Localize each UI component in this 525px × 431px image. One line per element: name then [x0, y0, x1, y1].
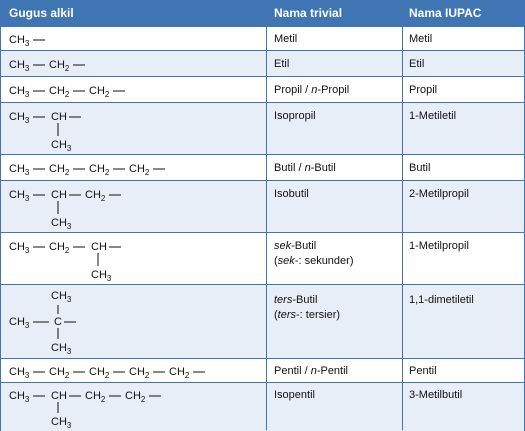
group-c: C: [54, 316, 62, 328]
table-row: [1, 102, 524, 155]
iupac-name: Propil: [409, 84, 438, 96]
iupac-name: 2-Metilpropil: [409, 188, 469, 200]
group-ch: CH: [51, 111, 67, 123]
group-ch2: $CH_2$: [49, 59, 70, 73]
table-header: [1, 1, 524, 26]
structural-formula: [1, 77, 261, 103]
trivial-name: Butil / n-Butil: [274, 162, 336, 174]
trivial-name: ters-Butil: [274, 294, 318, 306]
iupac-name: 1-Metilpropil: [409, 240, 469, 252]
group-ch3: $CH_3$: [9, 241, 30, 255]
group-ch3: $CH_3$: [9, 59, 30, 73]
structural-formula: [1, 103, 261, 155]
group-ch3: $CH_3$: [51, 416, 72, 430]
trivial-name: Pentil / n-Pentil: [274, 365, 348, 377]
trivial-name: sek-Butil: [274, 240, 317, 252]
group-ch: CH: [51, 390, 67, 402]
iupac-name: Etil: [409, 58, 425, 70]
iupac-name: 1-Metiletil: [409, 110, 457, 122]
trivial-name: Isopentil: [274, 389, 315, 401]
group-ch3: $CH_3$: [51, 217, 72, 231]
structural-formula: [1, 51, 261, 77]
table-row: [1, 180, 524, 233]
structural-formula: [1, 285, 261, 359]
group-ch3: $CH_3$: [51, 139, 72, 153]
group-ch3: $CH_3$: [9, 316, 30, 330]
iupac-name: Pentil: [409, 365, 437, 377]
column-divider: [266, 26, 267, 430]
trivial-name-note: (sek-: sekunder): [274, 255, 354, 267]
structural-formula: [1, 27, 261, 51]
group-ch2: $CH_2$: [49, 85, 70, 99]
trivial-name-note: (ters-: tersier): [274, 309, 341, 321]
table-row: [1, 26, 524, 51]
iupac-name: 1,1-dimetiletil: [409, 294, 474, 306]
structural-formula: [1, 155, 261, 181]
group-ch2: $CH_2$: [49, 163, 70, 177]
group-ch2: $CH_2$: [89, 85, 110, 99]
header-nama-trivial: Nama trivial: [274, 6, 343, 20]
table-row: [1, 232, 524, 285]
iupac-name: Metil: [409, 33, 433, 45]
structural-formula: [1, 233, 261, 285]
trivial-name: Propil / n-Propil: [274, 84, 350, 96]
group-ch2: $CH_2$: [169, 366, 190, 380]
structural-formula: [1, 181, 261, 233]
header-gugus-alkil: Gugus alkil: [9, 6, 74, 20]
header-nama-iupac: Nama IUPAC: [409, 6, 482, 20]
group-ch3: $CH_3$: [9, 390, 30, 404]
group-ch2: $CH_2$: [89, 163, 110, 177]
table-row: [1, 154, 524, 181]
trivial-name: Etil: [274, 58, 290, 70]
group-ch3: $CH_3$: [51, 290, 72, 304]
group-ch2: $CH_2$: [49, 366, 70, 380]
group-ch3: $CH_3$: [51, 342, 72, 356]
group-ch2: $CH_2$: [125, 390, 146, 404]
group-ch2: $CH_2$: [129, 163, 150, 177]
group-ch3: $CH_3$: [9, 85, 30, 99]
group-ch3: $CH_3$: [9, 163, 30, 177]
column-divider: [402, 26, 403, 430]
trivial-name: Isobutil: [274, 188, 309, 200]
group-ch2: $CH_2$: [85, 390, 106, 404]
table-row: [1, 382, 524, 431]
trivial-name: Isopropil: [274, 110, 316, 122]
group-ch2: $CH_2$: [49, 241, 70, 255]
group-ch2: $CH_2$: [129, 366, 150, 380]
structural-formula: [1, 359, 261, 383]
group-ch3: $CH_3$: [91, 269, 112, 283]
group-ch2: $CH_2$: [89, 366, 110, 380]
table-row: [1, 76, 524, 103]
group-ch3: $CH_3$: [9, 34, 30, 48]
iupac-name: 3-Metilbutil: [409, 389, 463, 401]
table-row: [1, 50, 524, 77]
group-ch3: $CH_3$: [9, 366, 30, 380]
group-ch3: $CH_3$: [9, 189, 30, 203]
table-row: [1, 358, 524, 383]
structural-formula: [1, 383, 261, 431]
trivial-name: Metil: [274, 33, 298, 45]
group-ch: CH: [51, 189, 67, 201]
group-ch2: $CH_2$: [85, 189, 106, 203]
group-ch3: $CH_3$: [9, 111, 30, 125]
iupac-name: Butil: [409, 162, 431, 174]
table-row: [1, 284, 524, 359]
group-ch: CH: [91, 241, 107, 253]
